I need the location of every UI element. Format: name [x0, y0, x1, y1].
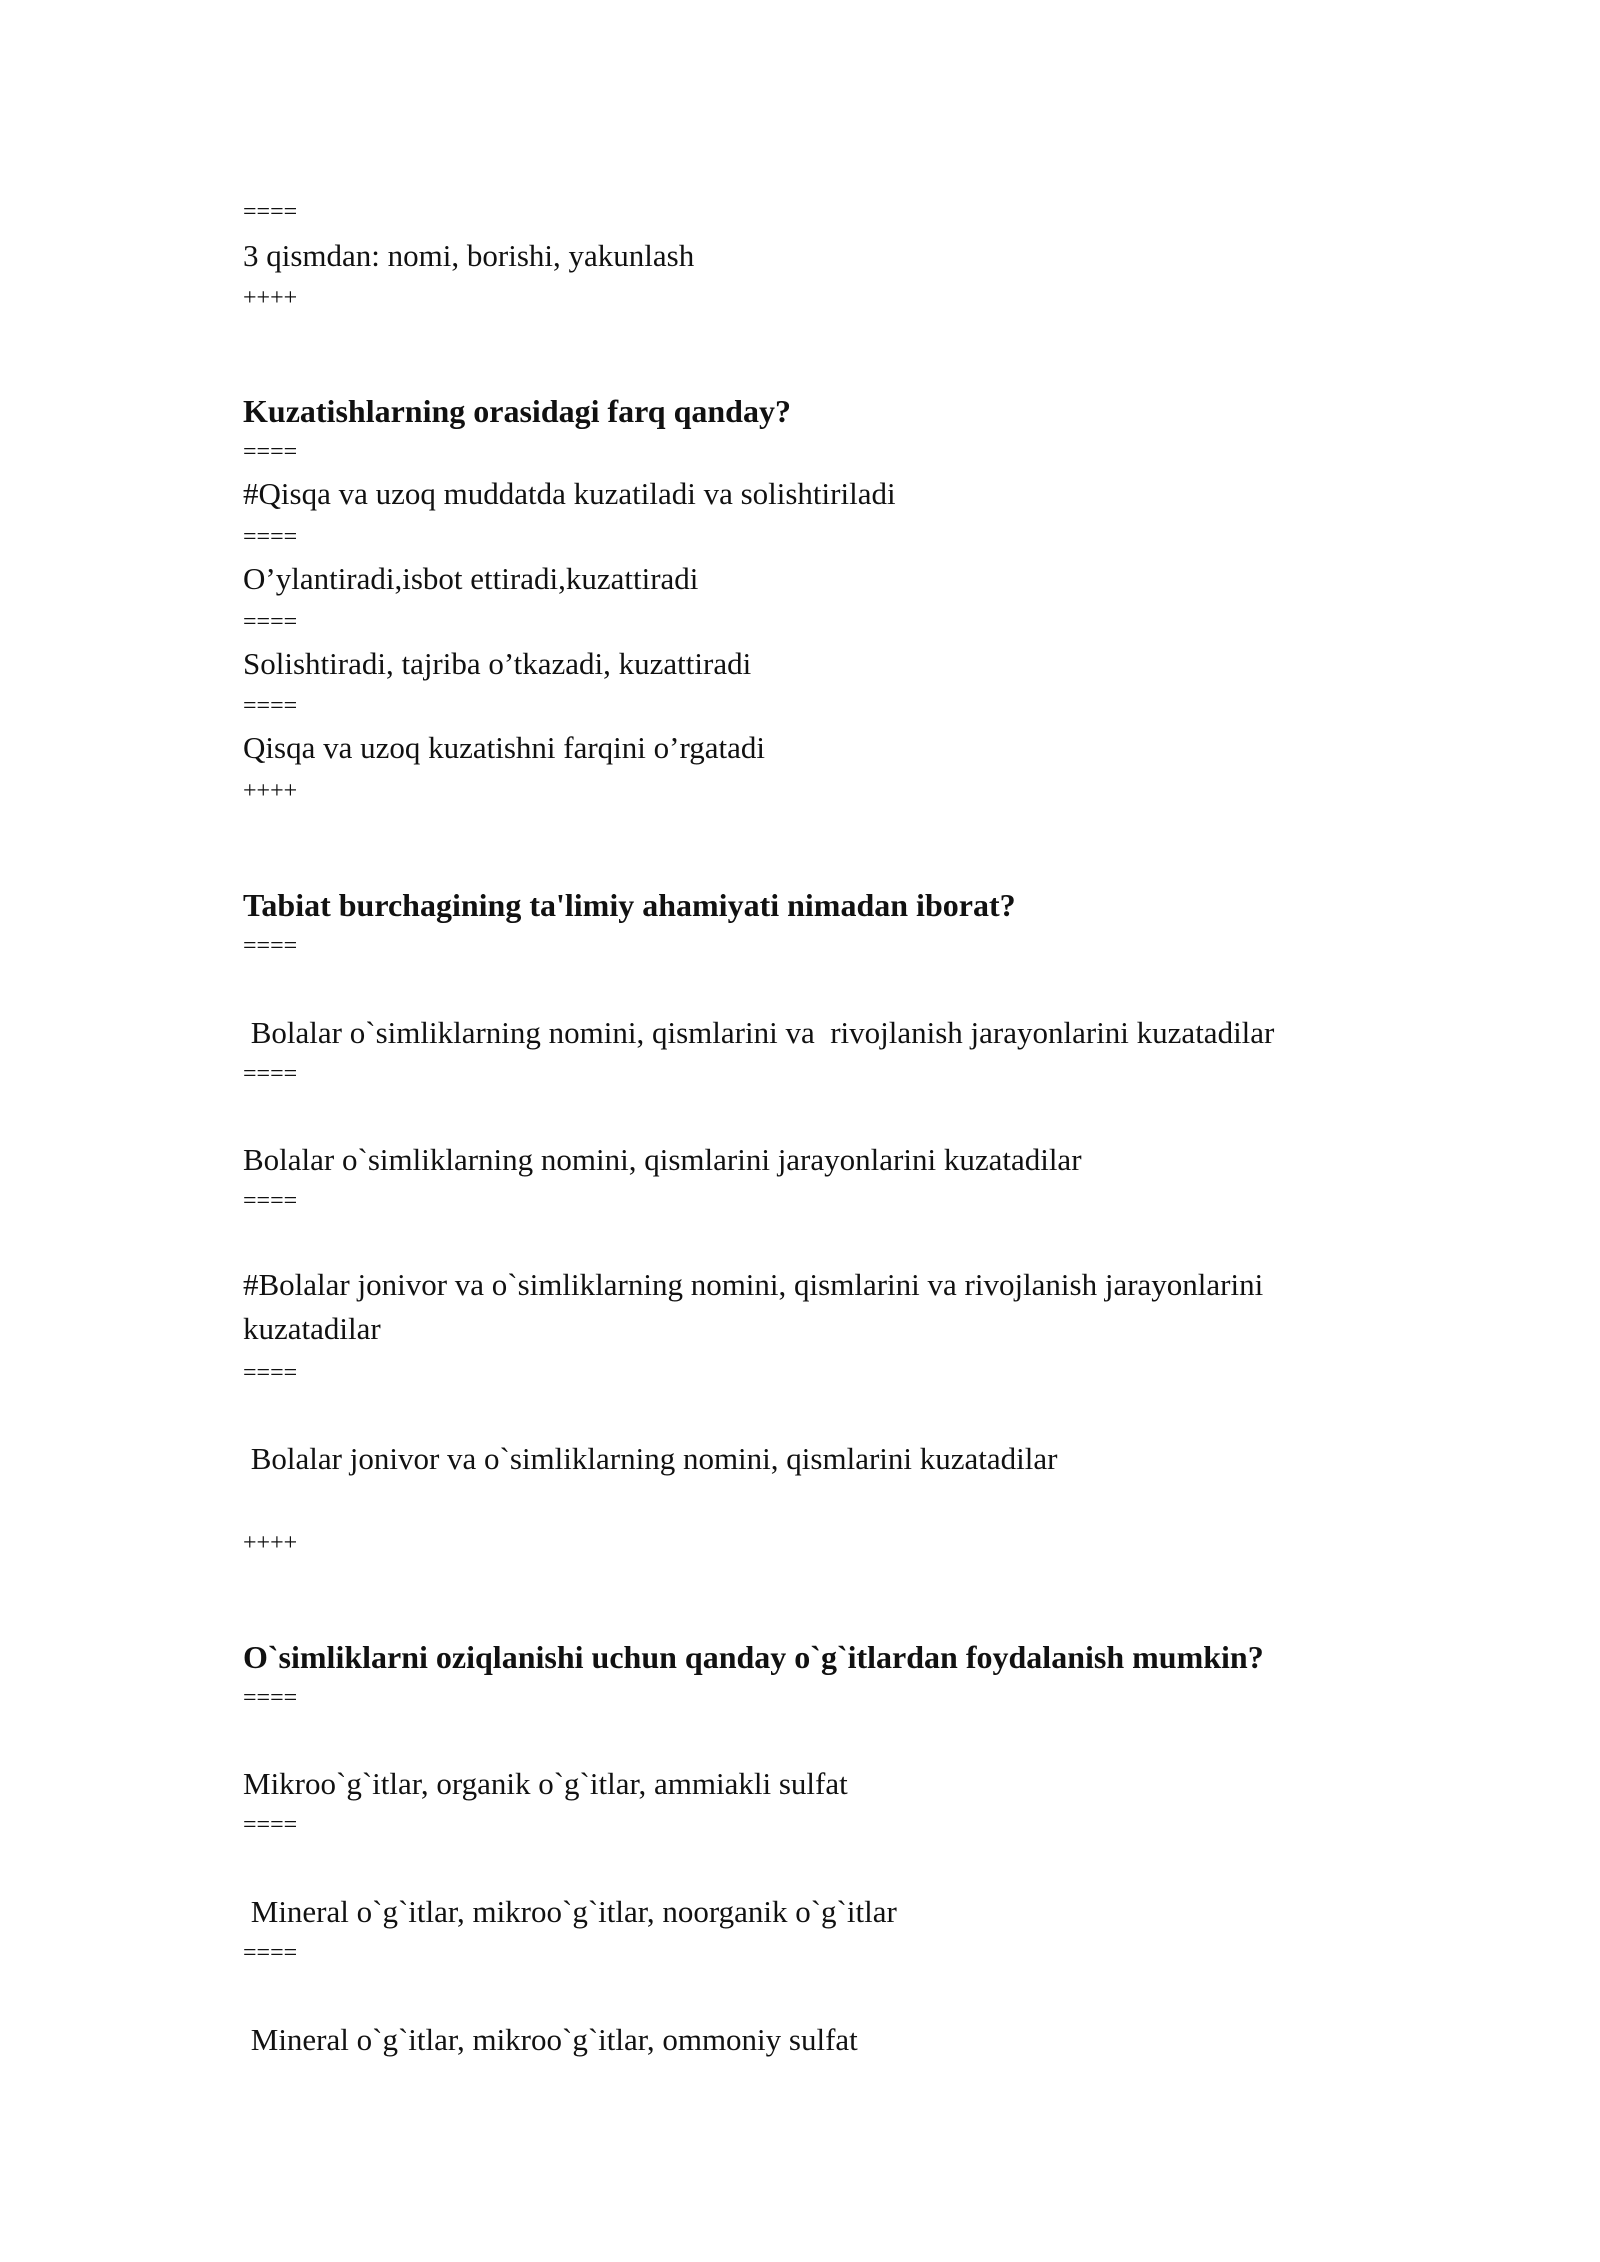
answer-option: O’ylantiradi,isbot ettiradi,kuzattiradi: [243, 561, 699, 596]
answer-option: Mineral o`g`itlar, mikroo`g`itlar, noorganik o`g`itlar: [243, 1894, 897, 1929]
answer-option: Solishtiradi, tajriba o’tkazadi, kuzattiradi: [243, 646, 752, 681]
answer-option: Mikroo`g`itlar, organik o`g`itlar, ammiakli sulfat: [243, 1766, 848, 1801]
separator-line: ++++: [243, 778, 298, 804]
answer-option: #Qisqa va uzoq muddatda kuzatiladi va solishtiriladi: [243, 476, 896, 511]
separator-line: ====: [243, 1061, 298, 1087]
separator-line: ====: [243, 1940, 298, 1966]
answer-option: Bolalar o`simliklarning nomini, qismlarini va rivojlanish jarayonlarini kuzatadilar: [243, 1015, 1275, 1050]
question-heading: Kuzatishlarning orasidagi farq qanday?: [243, 393, 791, 429]
separator-line: ====: [243, 693, 298, 719]
separator-line: ====: [243, 524, 298, 550]
answer-option: Mineral o`g`itlar, mikroo`g`itlar, ommoniy sulfat: [243, 2022, 858, 2057]
separator-line: ++++: [243, 1530, 298, 1556]
answer-option: 3 qismdan: nomi, borishi, yakunlash: [243, 238, 695, 273]
separator-line: ====: [243, 1188, 298, 1214]
answer-option: Qisqa va uzoq kuzatishni farqini o’rgatadi: [243, 730, 765, 765]
separator-line: ====: [243, 609, 298, 635]
separator-line: ====: [243, 439, 298, 465]
answer-option: Bolalar o`simliklarning nomini, qismlarini jarayonlarini kuzatadilar: [243, 1142, 1082, 1177]
separator-line: ====: [243, 1685, 298, 1711]
answer-option: Bolalar jonivor va o`simliklarning nomini, qismlarini kuzatadilar: [243, 1441, 1058, 1476]
separator-line: ====: [243, 199, 298, 225]
separator-line: ====: [243, 1812, 298, 1838]
question-heading: O`simliklarni oziqlanishi uchun qanday o`g`itlardan foydalanish mumkin?: [243, 1639, 1264, 1675]
separator-line: ++++: [243, 285, 298, 311]
answer-option: #Bolalar jonivor va o`simliklarning nomini, qismlarini va rivojlanish jarayonlarini kuzatadilar: [243, 1267, 1264, 1346]
separator-line: ====: [243, 933, 298, 959]
question-heading: Tabiat burchagining ta'limiy ahamiyati nimadan iborat?: [243, 887, 1016, 923]
separator-line: ====: [243, 1360, 298, 1386]
